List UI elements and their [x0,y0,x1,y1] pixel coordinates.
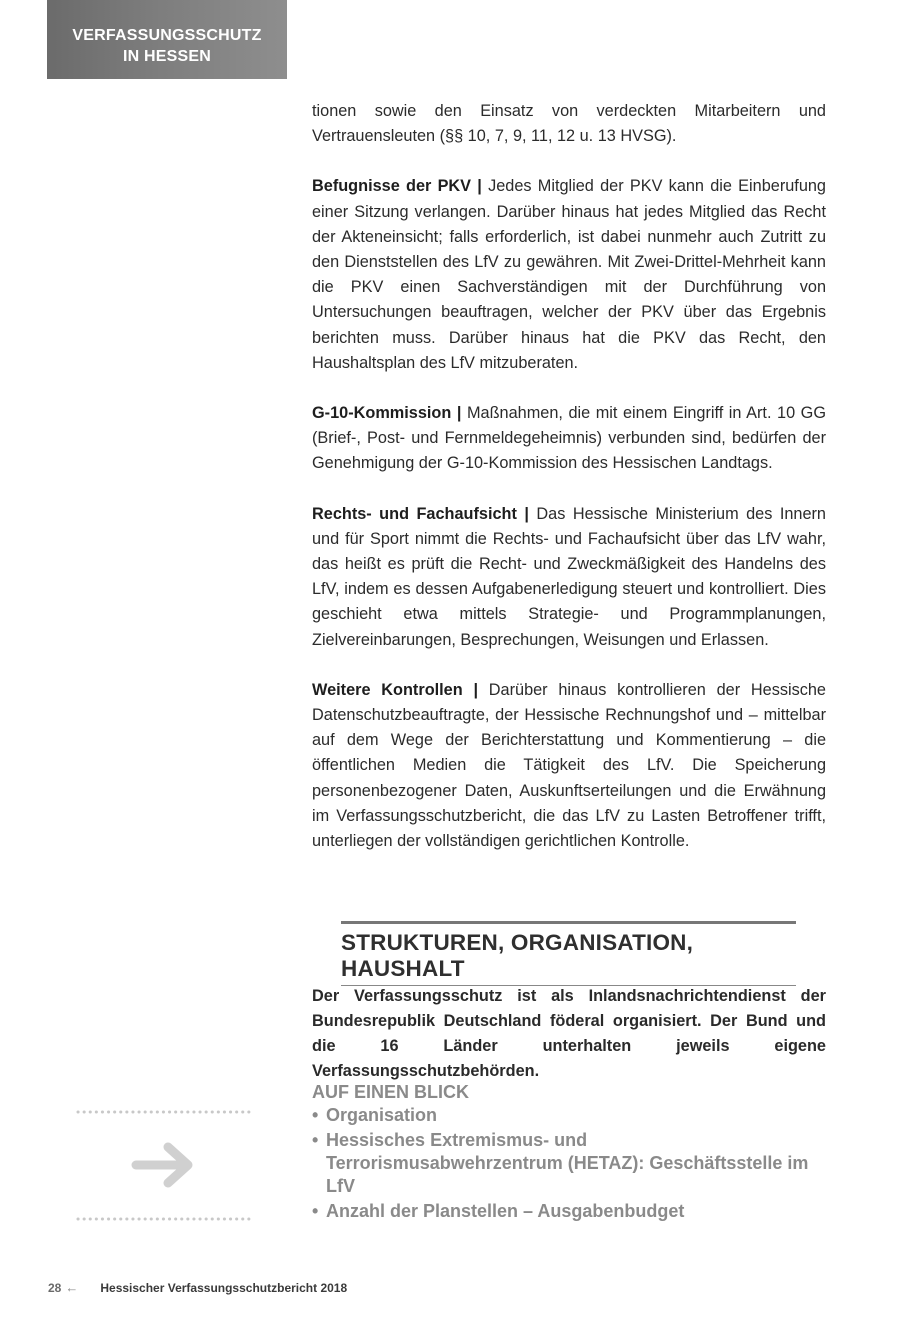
paragraph-lead: Befugnisse der PKV | [312,177,482,196]
paragraph-befugnisse [312,174,826,376]
arrow-right-icon [130,1140,196,1190]
paragraph-body: Darüber hinaus kontrollieren der Hessische Datenschutzbeauftragte, der Hessische Rechnungshof und – mittelbar auf dem Wege der Berichterstattung und Kommentierung – die öffentlichen Medien die Tätigkeit des LfV. Die Speicherung personenbezogener Daten, Auskunftserteilungen und die Erwähnung im Verfassungsschutzbericht, die das LfV zu Lasten Betroffener trifft, unterliegen der vollständigen gerichtlichen Kontrolle. [312,680,826,851]
paragraph-lead: Rechts- und Fachaufsicht | [312,504,529,523]
header-line-2: IN HESSEN [122,48,212,65]
main-text [312,99,826,879]
dotted-divider-top [76,1110,256,1114]
paragraph-body: Maßnahmen, die mit einem Eingriff in Art. 10 GG (Brief-, Post- und Fernmeldegeheimnis) verbunden sind, bedürfen der Genehmigung der G-10-Kommission des Hessischen Landtags. [312,404,827,473]
list-item: • Hessisches Extremismus- und Terrorismusabwehrzentrum (HETAZ): Geschäftsstelle im LfV [312,1129,812,1198]
paragraph-body: Jedes Mitglied der PKV kann die Einberufung einer Sitzung verlangen. Darüber hinaus hat jedes Mitglied das Recht der Akteneinsicht; falls erforderlich, ist dabei nunmehr auch Zutritt zu den Dienststellen des LfV zu gewähren. Mit Zwei-Drittel-Mehrheit kann die PKV einen Sachverständigen mit der Durchführung von Untersuchungen beauftragen, welcher der PKV über das Ergebnis berichten muss. Darüber hinaus hat die PKV das Recht, den Haushaltsplan des LfV mitzuberaten. [312,177,826,372]
list-item: • Organisation [312,1104,812,1127]
list-item: • Anzahl der Planstellen – Ausgabenbudget [312,1200,812,1223]
at-a-glance-box [312,1080,812,1225]
arrow-left-icon[interactable]: ← [65,1280,79,1295]
paragraph-aufsicht [312,502,826,653]
paragraph-kontrollen [312,678,826,854]
paragraph-lead: Weitere Kontrollen | [312,680,479,699]
header-tab [47,0,287,79]
report-title: Hessischer Verfassungsschutzbericht 2018 [100,1281,348,1295]
section-heading: STRUKTUREN, ORGANISATION, HAUSHALT [341,921,796,986]
header-line-1: VERFASSUNGSSCHUTZ [72,27,262,44]
paragraph-lead: G-10-Kommission | [312,404,462,423]
page-number: 28 [48,1281,62,1295]
section-intro: Der Verfassungsschutz ist als Inlandsnachrichtendienst der Bundesrepublik Deutschland föderal organisiert. Der Bund und die 16 Länder unterhalten jeweils eigene Verfassungsschutzbehörden. [312,987,826,1080]
at-a-glance-title: AUF EINEN BLICK [312,1082,469,1102]
at-a-glance-list [312,1104,812,1223]
page-footer [48,1280,347,1296]
paragraph: tionen sowie den Einsatz von verdeckten Mitarbeitern und Vertrauensleuten (§§ 10, 7, 9, 11, 12 u. 13 HVSG). [312,102,826,146]
dotted-divider-bottom [76,1217,256,1221]
paragraph-g10 [312,401,826,477]
paragraph-body: Das Hessische Ministerium des Innern und für Sport nimmt die Rechts- und Fachaufsicht über das LfV wahr, das heißt es prüft die Recht- und Zweckmäßigkeit des Handelns des LfV, indem es dessen Aufgabenerledigung steuert und kontrolliert. Dies geschieht etwa mittels Strategie- und Programmplanungen, Zielvereinbarungen, Besprechungen, Weisungen und Erlassen. [312,504,826,649]
